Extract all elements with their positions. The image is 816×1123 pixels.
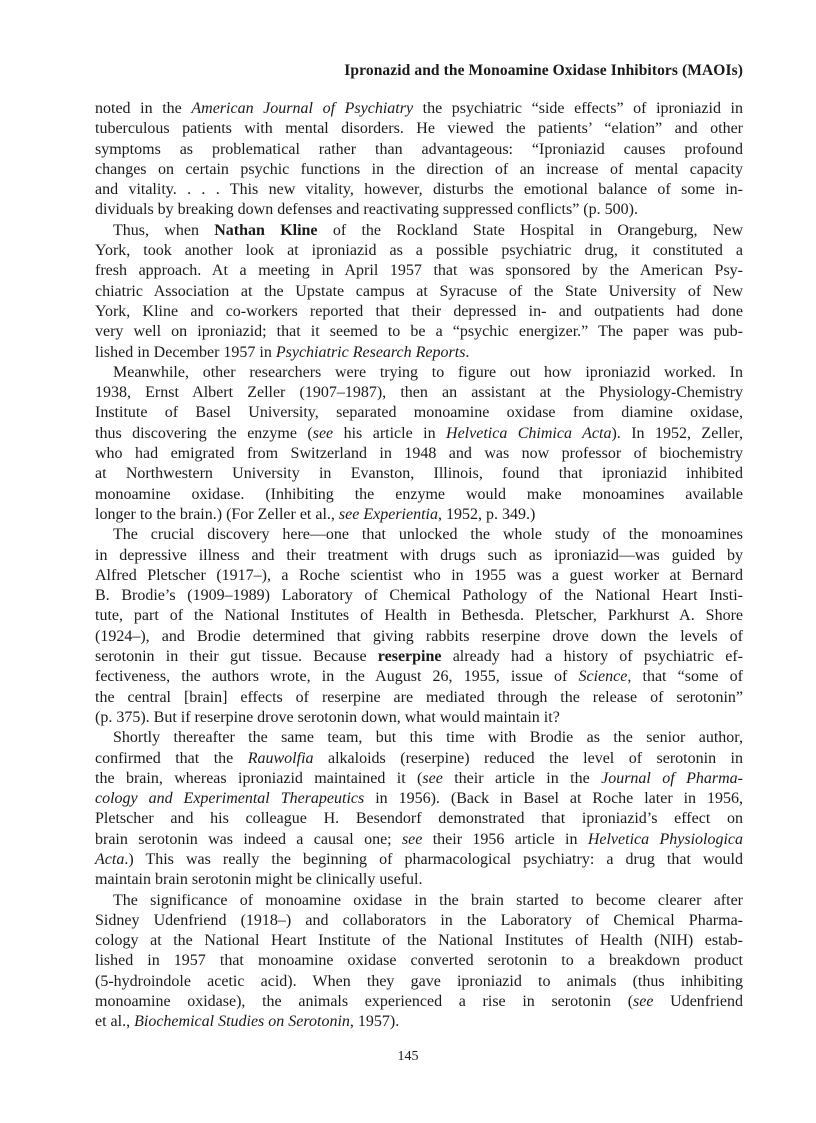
text-line [95,546,743,566]
text-line [95,322,743,342]
italic-text: cology and Experimental Therapeutics [95,790,365,808]
text-line [95,119,743,139]
text-line [95,282,743,302]
text-run: in 1956). (Back in Basel at Roche later in 1956, [364,790,744,808]
paragraph [95,525,743,728]
text-run: the central [brain] effects of reserpine are mediated through the release of serotonin” [95,688,743,706]
text-run: ). In 1952, Zeller, [611,424,743,442]
text-line [95,951,743,971]
text-run: dividuals by breaking down defenses and reactivating suppressed conflicts” (p. 500). [95,201,638,219]
text-line [95,343,743,363]
paragraph [95,728,743,890]
italic-text: Rauwolfia [247,749,314,767]
text-line [95,1012,743,1032]
text-run: alkaloids (reserpine) reduced the level of serotonin in [313,749,743,767]
text-run: and vitality. . . . This new vitality, however, disturbs the emotional balance of some in- [95,181,743,199]
text-line [95,850,743,870]
text-line [95,931,743,951]
text-line [95,302,743,322]
italic-text: Biochemical Studies on Serotonin [134,1013,350,1031]
text-run: Pletscher and his colleague H. Besendorf demonstrated that iproniazid’s effect on [95,810,743,828]
text-run: thus discovering the enzyme ( [95,424,313,442]
italic-text: Science, [578,668,632,686]
text-line [95,728,743,748]
text-line [95,891,743,911]
paragraph [95,221,743,363]
paragraph [95,891,743,1033]
text-line [95,424,743,444]
text-run: noted in the [95,100,192,117]
text-run: Udenfriend [653,993,744,1011]
text-run: that “some of [631,668,743,686]
text-run: monoamine oxidase. (Inhibiting the enzyme would make monoamines available [95,485,743,503]
text-line [95,363,743,383]
text-run: their 1956 article in [422,830,588,848]
text-run: of the Rockland State Hospital in Orangeburg, New [317,221,744,239]
text-run: their article in the [442,769,602,787]
text-run: tute, part of the National Institutes of Health in Bethesda. Pletscher, Parkhurst A. Shore [95,607,743,625]
text-run: symptoms as problematical rather than advantageous: “Iproniazid causes profound [95,140,743,158]
text-line [95,485,743,505]
text-run: cology at the National Heart Institute of the National Institutes of Health (NIH) estab- [95,932,743,950]
paragraph [95,99,743,221]
text-line [95,708,743,728]
text-run: longer to the brain.) (For Zeller et al., [95,505,339,523]
text-run: Sidney Udenfriend (1918–) and collaborators in the Laboratory of Chemical Pharma- [95,911,743,929]
text-line [95,809,743,829]
text-line [95,586,743,606]
text-line [95,464,743,484]
text-run: chiatric Association at the Upstate campus at Syracuse of the State University of New [95,282,743,300]
text-run: Shortly thereafter the same team, but this time with Brodie as the senior author, [113,729,743,747]
text-line [95,261,743,281]
paragraph [95,363,743,525]
bold-text: reserpine [377,648,442,666]
text-run: serotonin in their gut tissue. Because [95,648,378,666]
italic-text: see [312,424,334,442]
text-line [95,241,743,261]
italic-text: American Journal of Psychiatry [191,100,414,117]
text-line [95,667,743,687]
text-line [95,505,743,525]
text-line [95,160,743,180]
page-number: 145 [397,1049,419,1064]
text-line [95,769,743,789]
text-line [95,566,743,586]
text-run: The significance of monoamine oxidase in the brain started to become clearer after [113,891,743,909]
text-run: .) This was really the beginning of pharmacological psychiatry: a drug that would [124,850,743,868]
text-run: the brain, whereas iproniazid maintained it ( [95,769,423,787]
text-run: York, took another look at iproniazid as a possible psychiatric drug, it constituted a [95,242,743,260]
text-line [95,221,743,241]
italic-text: Helvetica Physiologica [587,830,744,848]
text-run: in depressive illness and their treatment with drugs such as iproniazid—was guided by [95,546,743,564]
text-run: who had emigrated from Switzerland in 1948 and was now professor of biochemistry [95,445,743,463]
text-run: monoamine oxidase), the animals experienced a rise in serotonin ( [95,993,634,1011]
italic-text: see [422,769,443,787]
text-line [95,525,743,545]
text-line [95,403,743,423]
text-run: , 1957). [349,1013,400,1031]
bold-text: Nathan Kline [214,221,318,239]
text-line [95,606,743,626]
italic-text: see [401,830,423,848]
text-line [95,627,743,647]
text-run: Alfred Pletscher (1917–), a Roche scientist who in 1955 was a guest worker at Bernard [95,566,743,584]
italic-text: Acta [95,850,125,868]
text-line [95,688,743,708]
text-line [95,992,743,1012]
italic-text: see [633,993,654,1011]
text-run: et al., [95,1013,135,1031]
text-run: very well on iproniazid; that it seemed to be a “psychic energizer.” The paper was pub- [95,323,743,341]
text-line [95,444,743,464]
text-run: changes on certain psychic functions in the direction of an increase of mental capacity [95,160,743,178]
text-line [95,870,743,890]
text-run: lished in 1957 that monoamine oxidase converted serotonin to a breakdown product [95,952,743,970]
italic-text: Journal of Pharma- [601,769,743,787]
text-run: York, Kline and co-workers reported that their depressed in- and outpatients had done [95,302,743,320]
text-run: maintain brain serotonin might be clinically useful. [95,871,423,889]
text-line [95,140,743,160]
text-run: , 1952, p. 349.) [438,505,536,523]
text-run: brain serotonin was indeed a causal one; [95,830,402,848]
text-run: (5-hydroindole acetic acid). When they gave iproniazid to animals (thus inhibiting [95,972,743,990]
text-run: at Northwestern University in Evanston, Illinois, found that iproniazid inhibited [95,465,743,483]
italic-text: Helvetica Chimica Acta [446,424,612,442]
text-run: tuberculous patients with mental disorders. He viewed the patients’ “elation” and other [95,120,743,138]
italic-text: Psychiatric Research Reports [275,343,466,361]
text-run: . [465,343,470,361]
italic-text: see Experientia [338,505,438,523]
text-line [95,749,743,769]
running-header: Ipronazid and the Monoamine Oxidase Inhibitors (MAOIs) [344,62,743,79]
text-run: Meanwhile, other researchers were trying to figure out how iproniazid worked. In [113,363,743,381]
text-line [95,99,743,119]
text-run: already had a history of psychiatric ef- [441,648,743,666]
text-line [95,830,743,850]
text-run: fectiveness, the authors wrote, in the August 26, 1955, issue of [95,668,579,686]
text-run: Institute of Basel University, separated monoamine oxidase from diamine oxidase, [95,404,743,422]
text-run: 1938, Ernst Albert Zeller (1907–1987), then an assistant at the Physiology-Chemistry [95,384,743,402]
text-run: lished in December 1957 in [95,343,276,361]
text-run: the psychiatric “side effects” of iproniazid in [413,100,744,117]
text-run: The crucial discovery here—one that unlocked the whole study of the monoamines [113,526,743,544]
text-line [95,972,743,992]
text-run: Thus, when [113,221,215,239]
text-run: (1924–), and Brodie determined that giving rabbits reserpine drove down the levels of [95,627,743,645]
body-text [95,99,743,1033]
text-line [95,180,743,200]
text-line [95,383,743,403]
text-line [95,200,743,220]
text-line [95,789,743,809]
text-run: confirmed that the [95,749,248,767]
text-run: his article in [333,424,447,442]
text-run: fresh approach. At a meeting in April 1957 that was sponsored by the American Psy- [95,262,743,280]
text-run: B. Brodie’s (1909–1989) Laboratory of Chemical Pathology of the National Heart Insti- [95,587,743,605]
text-line [95,647,743,667]
text-line [95,911,743,931]
text-run: (p. 375). But if reserpine drove serotonin down, what would maintain it? [95,708,560,726]
